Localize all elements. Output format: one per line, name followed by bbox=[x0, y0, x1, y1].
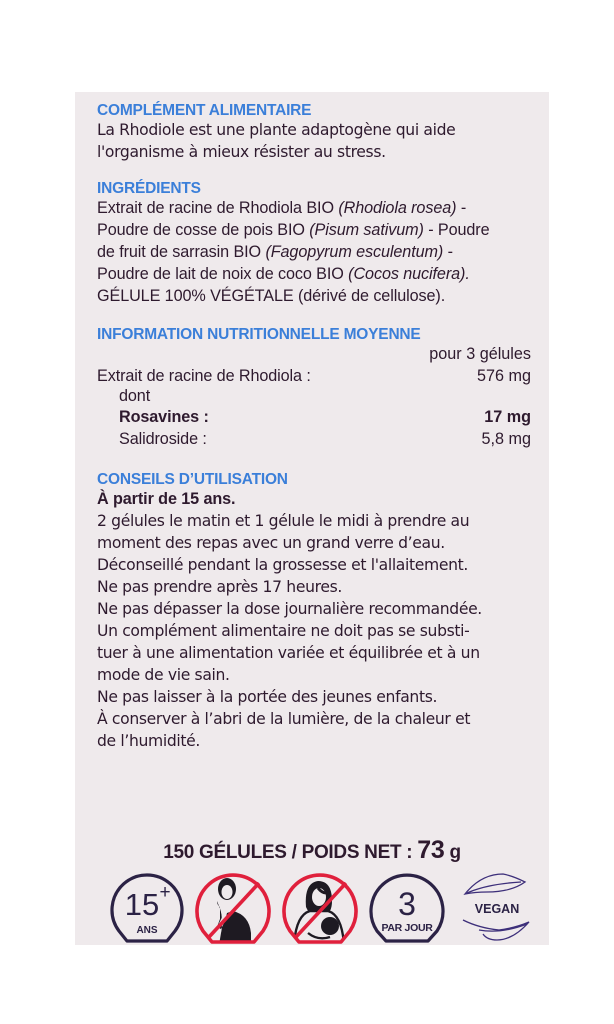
usage-line: 2 gélules le matin et 1 gélule le midi à prendre au bbox=[97, 512, 470, 530]
ingredient-separator: - bbox=[456, 199, 467, 217]
no-breastfeeding-icon bbox=[280, 871, 360, 945]
net-weight-line bbox=[75, 836, 549, 865]
usage-line: Un complément alimentaire ne doit pas se substi- bbox=[97, 622, 470, 640]
net-weight-value: 73 bbox=[417, 836, 445, 864]
nutrition-label-bold: Rosavines : bbox=[119, 408, 209, 426]
complement-line: La Rhodiole est une plante adaptogène qui aide bbox=[97, 121, 456, 139]
vegan-label: VEGAN bbox=[474, 902, 520, 916]
ingredient-line bbox=[97, 221, 489, 240]
net-weight-unit: g bbox=[444, 842, 461, 863]
section-heading-ingredients: INGRÉDIENTS bbox=[97, 180, 201, 197]
age-plus: + bbox=[159, 882, 171, 903]
ingredient-text: de fruit de sarrasin BIO bbox=[97, 243, 266, 261]
dose-number: 3 bbox=[398, 886, 416, 922]
ingredient-latin-name: (Pisum sativum) bbox=[309, 221, 424, 239]
usage-line: Ne pas prendre après 17 heures. bbox=[97, 578, 342, 596]
product-label-card bbox=[75, 92, 549, 945]
nutrition-label: dont bbox=[119, 387, 151, 405]
ingredient-text: GÉLULE 100% VÉGÉTALE (dérivé de cellulose). bbox=[97, 287, 446, 305]
age-number: 15 bbox=[124, 887, 160, 922]
nutrition-value: 5,8 mg bbox=[481, 430, 531, 448]
three-per-day-icon bbox=[367, 871, 447, 945]
capsule-count-label: 150 GÉLULES / POIDS NET : bbox=[163, 842, 418, 863]
vegan-leaf-icon bbox=[457, 868, 537, 944]
usage-line: de l’humidité. bbox=[97, 732, 201, 750]
complement-line: l'organisme à mieux résister au stress. bbox=[97, 143, 386, 161]
ingredient-latin-name: (Fagopyrum esculentum) bbox=[265, 243, 444, 261]
age-15-plus-icon bbox=[109, 871, 185, 945]
nutrition-column-header: pour 3 gélules bbox=[429, 345, 531, 363]
nutrition-value-bold: 17 mg bbox=[484, 408, 531, 426]
section-heading-complement: COMPLÉMENT ALIMENTAIRE bbox=[97, 102, 312, 119]
pictogram-row bbox=[75, 868, 549, 945]
nutrition-value: 576 mg bbox=[477, 367, 531, 385]
nutrition-label: Salidroside : bbox=[119, 430, 207, 448]
ingredient-latin-name: (Cocos nucifera). bbox=[348, 265, 470, 283]
age-caption: ANS bbox=[136, 925, 158, 936]
usage-line: tuer à une alimentation variée et équilibrée et à un bbox=[97, 644, 480, 662]
section-heading-usage: CONSEILS D’UTILISATION bbox=[97, 471, 288, 488]
nutrition-label: Extrait de racine de Rhodiola : bbox=[97, 367, 311, 385]
ingredient-line bbox=[97, 199, 466, 218]
section-heading-nutrition: INFORMATION NUTRITIONNELLE MOYENNE bbox=[97, 326, 421, 343]
usage-line: mode de vie sain. bbox=[97, 666, 230, 684]
ingredient-line bbox=[97, 243, 453, 262]
no-pregnancy-icon bbox=[193, 871, 273, 945]
dose-caption: PAR JOUR bbox=[381, 922, 433, 934]
ingredient-latin-name: (Rhodiola rosea) bbox=[338, 199, 457, 217]
ingredient-line bbox=[97, 265, 470, 284]
usage-line: moment des repas avec un grand verre d’eau. bbox=[97, 534, 445, 552]
ingredient-separator: - Poudre bbox=[423, 221, 490, 239]
ingredient-text: Extrait de racine de Rhodiola BIO bbox=[97, 199, 339, 217]
usage-line: Ne pas laisser à la portée des jeunes enfants. bbox=[97, 688, 438, 706]
ingredient-separator: - bbox=[443, 243, 453, 261]
usage-line: À conserver à l’abri de la lumière, de la chaleur et bbox=[97, 710, 471, 728]
ingredient-text: Poudre de cosse de pois BIO bbox=[97, 221, 310, 239]
ingredient-line bbox=[97, 287, 445, 306]
ingredient-text: Poudre de lait de noix de coco BIO bbox=[97, 265, 349, 283]
usage-age-note: À partir de 15 ans. bbox=[97, 490, 236, 508]
usage-line: Déconseillé pendant la grossesse et l'allaitement. bbox=[97, 556, 468, 574]
usage-line: Ne pas dépasser la dose journalière recommandée. bbox=[97, 600, 482, 618]
